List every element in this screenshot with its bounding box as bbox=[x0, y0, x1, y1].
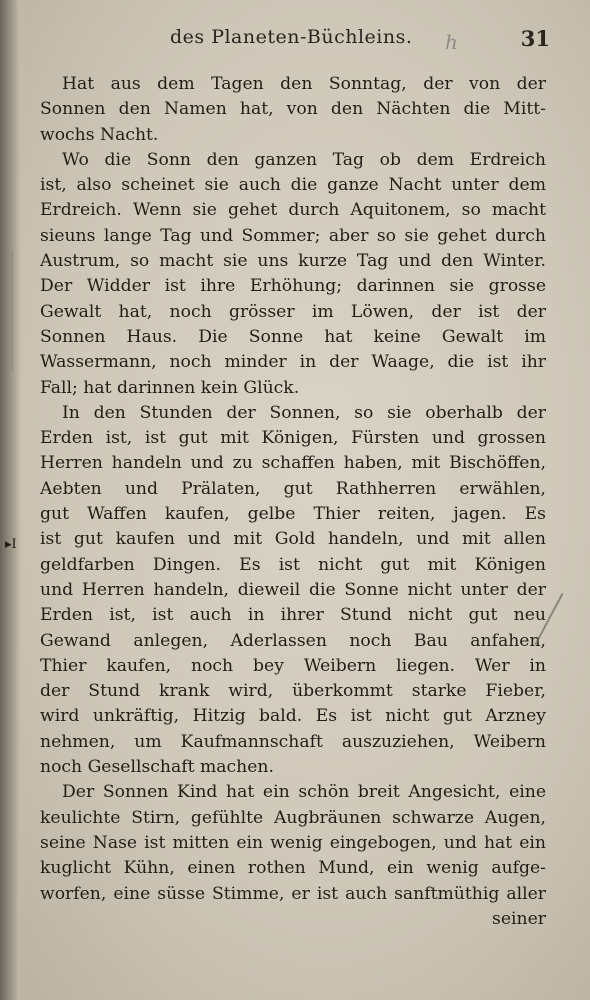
text-line: seine Nase ist mitten ein wenig eingebogen, und hat ein bbox=[40, 832, 546, 853]
margin-mark: ▸I bbox=[5, 537, 17, 552]
text-line: gut Waffen kaufen, gelbe Thier reiten, jagen. Es bbox=[40, 504, 546, 525]
text-line: nehmen, um Kaufmannschaft auszuziehen, Weibern bbox=[40, 731, 546, 752]
text-line: noch Gesellschaft machen. bbox=[40, 757, 274, 778]
text-line: worfen, eine süsse Stimme, er ist auch sanftmüthig aller bbox=[40, 883, 546, 904]
text-line: kuglicht Kühn, einen rothen Mund, ein wenig aufge- bbox=[40, 858, 546, 879]
text-line: Austrum, so macht sie uns kurze Tag und den Winter. bbox=[40, 251, 546, 272]
text-line: Thier kaufen, noch bey Weibern liegen. Wer in bbox=[40, 655, 546, 676]
text-line: Fall; hat darinnen kein Glück. bbox=[40, 377, 300, 398]
text-line: Herren handeln und zu schaffen haben, mit Bischöffen, bbox=[40, 453, 546, 474]
pencil-stroke bbox=[12, 250, 13, 370]
text-line: ist, also scheinet sie auch die ganze Nacht unter dem bbox=[40, 175, 546, 196]
text-line: geldfarben Dingen. Es ist nicht gut mit Königen bbox=[40, 554, 546, 575]
text-line: der Stund krank wird, überkommt starke Fieber, bbox=[40, 681, 546, 702]
text-line: und Herren handeln, dieweil die Sonne nicht unter der bbox=[40, 579, 546, 600]
text-line: wochs Nacht. bbox=[40, 124, 159, 145]
text-line: Hat aus dem Tagen den Sonntag, der von der bbox=[62, 74, 546, 94]
text-line: ist gut kaufen und mit Gold handeln, und mit allen bbox=[40, 529, 546, 550]
text-line: Gewand anlegen, Aderlassen noch Bau anfahen, bbox=[40, 630, 546, 651]
text-line: Sonnen Haus. Die Sonne hat keine Gewalt im bbox=[40, 326, 546, 347]
text-line: Erdreich. Wenn sie gehet durch Aquitonem, so macht bbox=[40, 200, 546, 221]
page-gutter bbox=[0, 0, 20, 1000]
text-line: wird unkräftig, Hitzig bald. Es ist nicht gut Arzney bbox=[40, 706, 546, 727]
text-line: Der Widder ist ihre Erhöhung; darinnen sie grosse bbox=[40, 276, 546, 297]
text-line: Wo die Sonn den ganzen Tag ob dem Erdreich bbox=[62, 149, 546, 170]
running-head: des Planeten-Büchleins. bbox=[170, 26, 413, 48]
text-line: Erden ist, ist gut mit Königen, Fürsten und grossen bbox=[40, 428, 546, 449]
pencil-annotation: h bbox=[445, 30, 458, 54]
page-number: 31 bbox=[520, 26, 550, 51]
text-line: In den Stunden der Sonnen, so sie oberhalb der bbox=[62, 402, 546, 423]
body-text bbox=[40, 72, 546, 932]
text-line: Der Sonnen Kind hat ein schön breit Angesicht, eine bbox=[62, 782, 546, 803]
catchword: seiner bbox=[492, 908, 546, 929]
text-line: Sonnen den Namen hat, von den Nächten die Mitt- bbox=[40, 99, 546, 120]
text-line: Erden ist, ist auch in ihrer Stund nicht gut neu bbox=[40, 605, 546, 626]
text-line: keulichte Stirn, gefühlte Augbräunen schwarze Augen, bbox=[40, 807, 546, 828]
text-line: sieuns lange Tag und Sommer; aber so sie gehet durch bbox=[40, 225, 546, 246]
text-line: Wassermann, noch minder in der Waage, die ist ihr bbox=[40, 352, 546, 373]
text-line: Gewalt hat, noch grösser im Löwen, der ist der bbox=[40, 301, 546, 322]
text-line: Aebten und Prälaten, gut Rathherren erwählen, bbox=[40, 478, 546, 499]
